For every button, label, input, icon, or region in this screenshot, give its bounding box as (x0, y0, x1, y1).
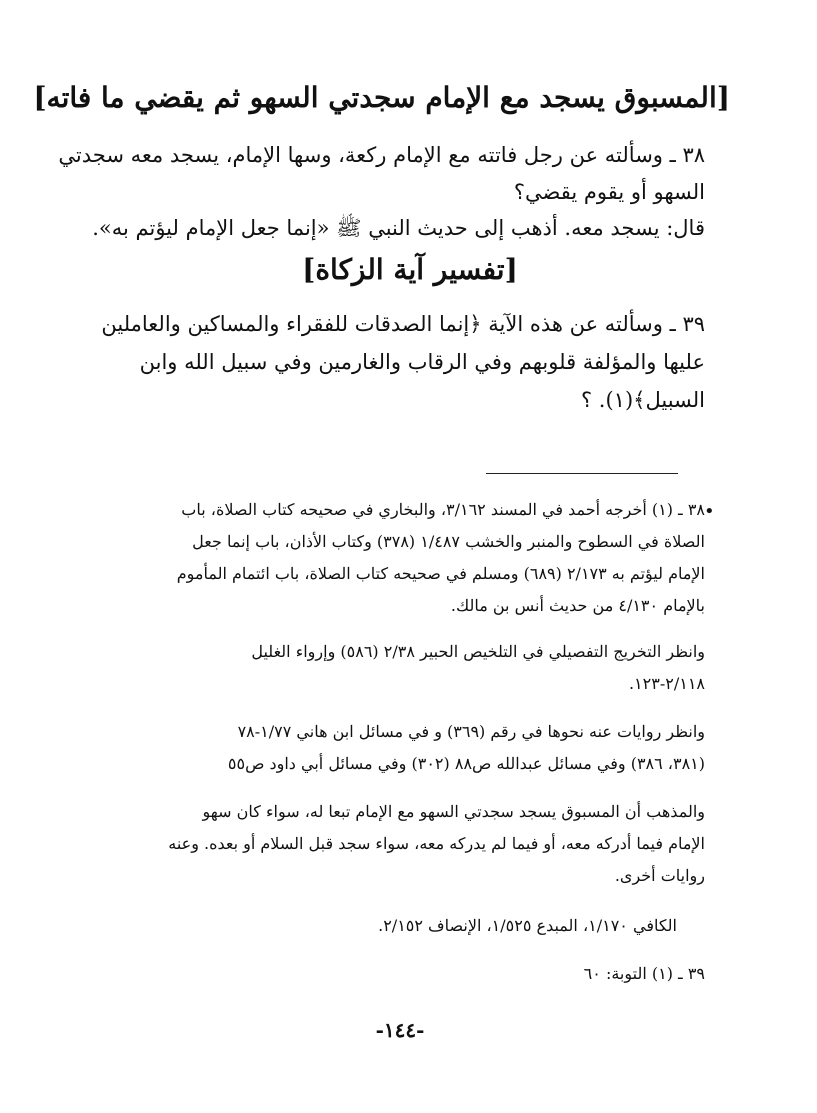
question-39 (101, 305, 705, 419)
section-heading-masbuq: [المسبوق يسجد مع الإمام سجدتي السهو ثم يقضي ما فاته] (33, 81, 730, 114)
footnote-line: الكافي ١/١٧٠، المبدع ١/٥٢٥، الإنصاف ٢/١٥٢. (378, 916, 677, 935)
footnote-38-madhhab (105, 796, 705, 892)
question-38-line: السهو أو يقوم يقضي؟ (513, 180, 705, 204)
footnote-line: وانظر روايات عنه نحوها في رقم (٣٦٩) و في مسائل ابن هاني ١/٧٧-٧٨ (237, 722, 705, 741)
footnote-line: وانظر التخريج التفصيلي في التلخيص الحبير ٢/٣٨ (٥٨٦) وإرواء الغليل (251, 642, 705, 661)
footnote-line: الإمام فيما أدركه معه، أو فيما لم يدركه معه، سواء سجد قبل السلام أو بعده. وعنه (168, 834, 705, 853)
bullet-mark: • (704, 501, 715, 522)
footnote-divider (486, 473, 678, 474)
footnote-line: الإمام ليؤتم به ٢/١٧٣ (٦٨٩) ومسلم في صحيحه كتاب الصلاة، باب ائتمام المأموم (176, 564, 705, 583)
footnote-line: والمذهب أن المسبوق يسجد سجدتي السهو مع الإمام تبعا له، سواء كان سهو (202, 802, 705, 821)
footnote-38-tafsil (105, 636, 705, 700)
question-38-line: ٣٨ ـ وسألته عن رجل فاتته مع الإمام ركعة، وسها الإمام، يسجد معه سجدتي (58, 143, 705, 167)
footnote-line: روايات أخرى. (614, 866, 705, 885)
question-39-line: ٣٩ ـ وسألته عن هذه الآية ﴿إنما الصدقات للفقراء والمساكين والعاملين (101, 312, 705, 336)
footnote-38-main (105, 494, 705, 622)
footnote-line: ٣٩ ـ (١) التوبة: ٦٠ (583, 964, 705, 983)
footnote-line: ٣٨ ـ (١) أخرجه أحمد في المسند ٣/١٦٢، والبخاري في صحيحه كتاب الصلاة، باب (181, 500, 705, 519)
question-38 (58, 136, 705, 246)
footnote-39 (105, 958, 705, 990)
answer-38-line: قال: يسجد معه. أذهب إلى حديث النبي ﷺ «إنما جعل الإمام ليؤتم به». (92, 216, 705, 240)
footnote-line: ٢/١١٨-١٢٣. (628, 674, 705, 693)
question-39-line: السبيل﴾(١). ؟ (580, 388, 705, 412)
footnote-38-riwayat (105, 716, 705, 780)
section-heading-zakat: [تفسير آية الزكاة] (302, 253, 518, 286)
footnote-line: الصلاة في السطوح والمنبر والخشب ١/٤٨٧ (٣٧٨) وكتاب الأذان، باب إنما جعل (192, 532, 705, 551)
page-number: -١٤٤- (375, 1018, 425, 1042)
footnote-line: بالإمام ٤/١٣٠ من حديث أنس بن مالك. (450, 596, 705, 615)
question-39-line: عليها والمؤلفة قلوبهم وفي الرقاب والغارمين وفي سبيل الله وابن (139, 350, 705, 374)
footnote-38-sources (77, 910, 677, 942)
footnote-line: (٣٨١، ٣٨٦) وفي مسائل عبدالله ص٨٨ (٣٠٢) وفي مسائل أبي داود ص٥٥ (227, 754, 705, 773)
